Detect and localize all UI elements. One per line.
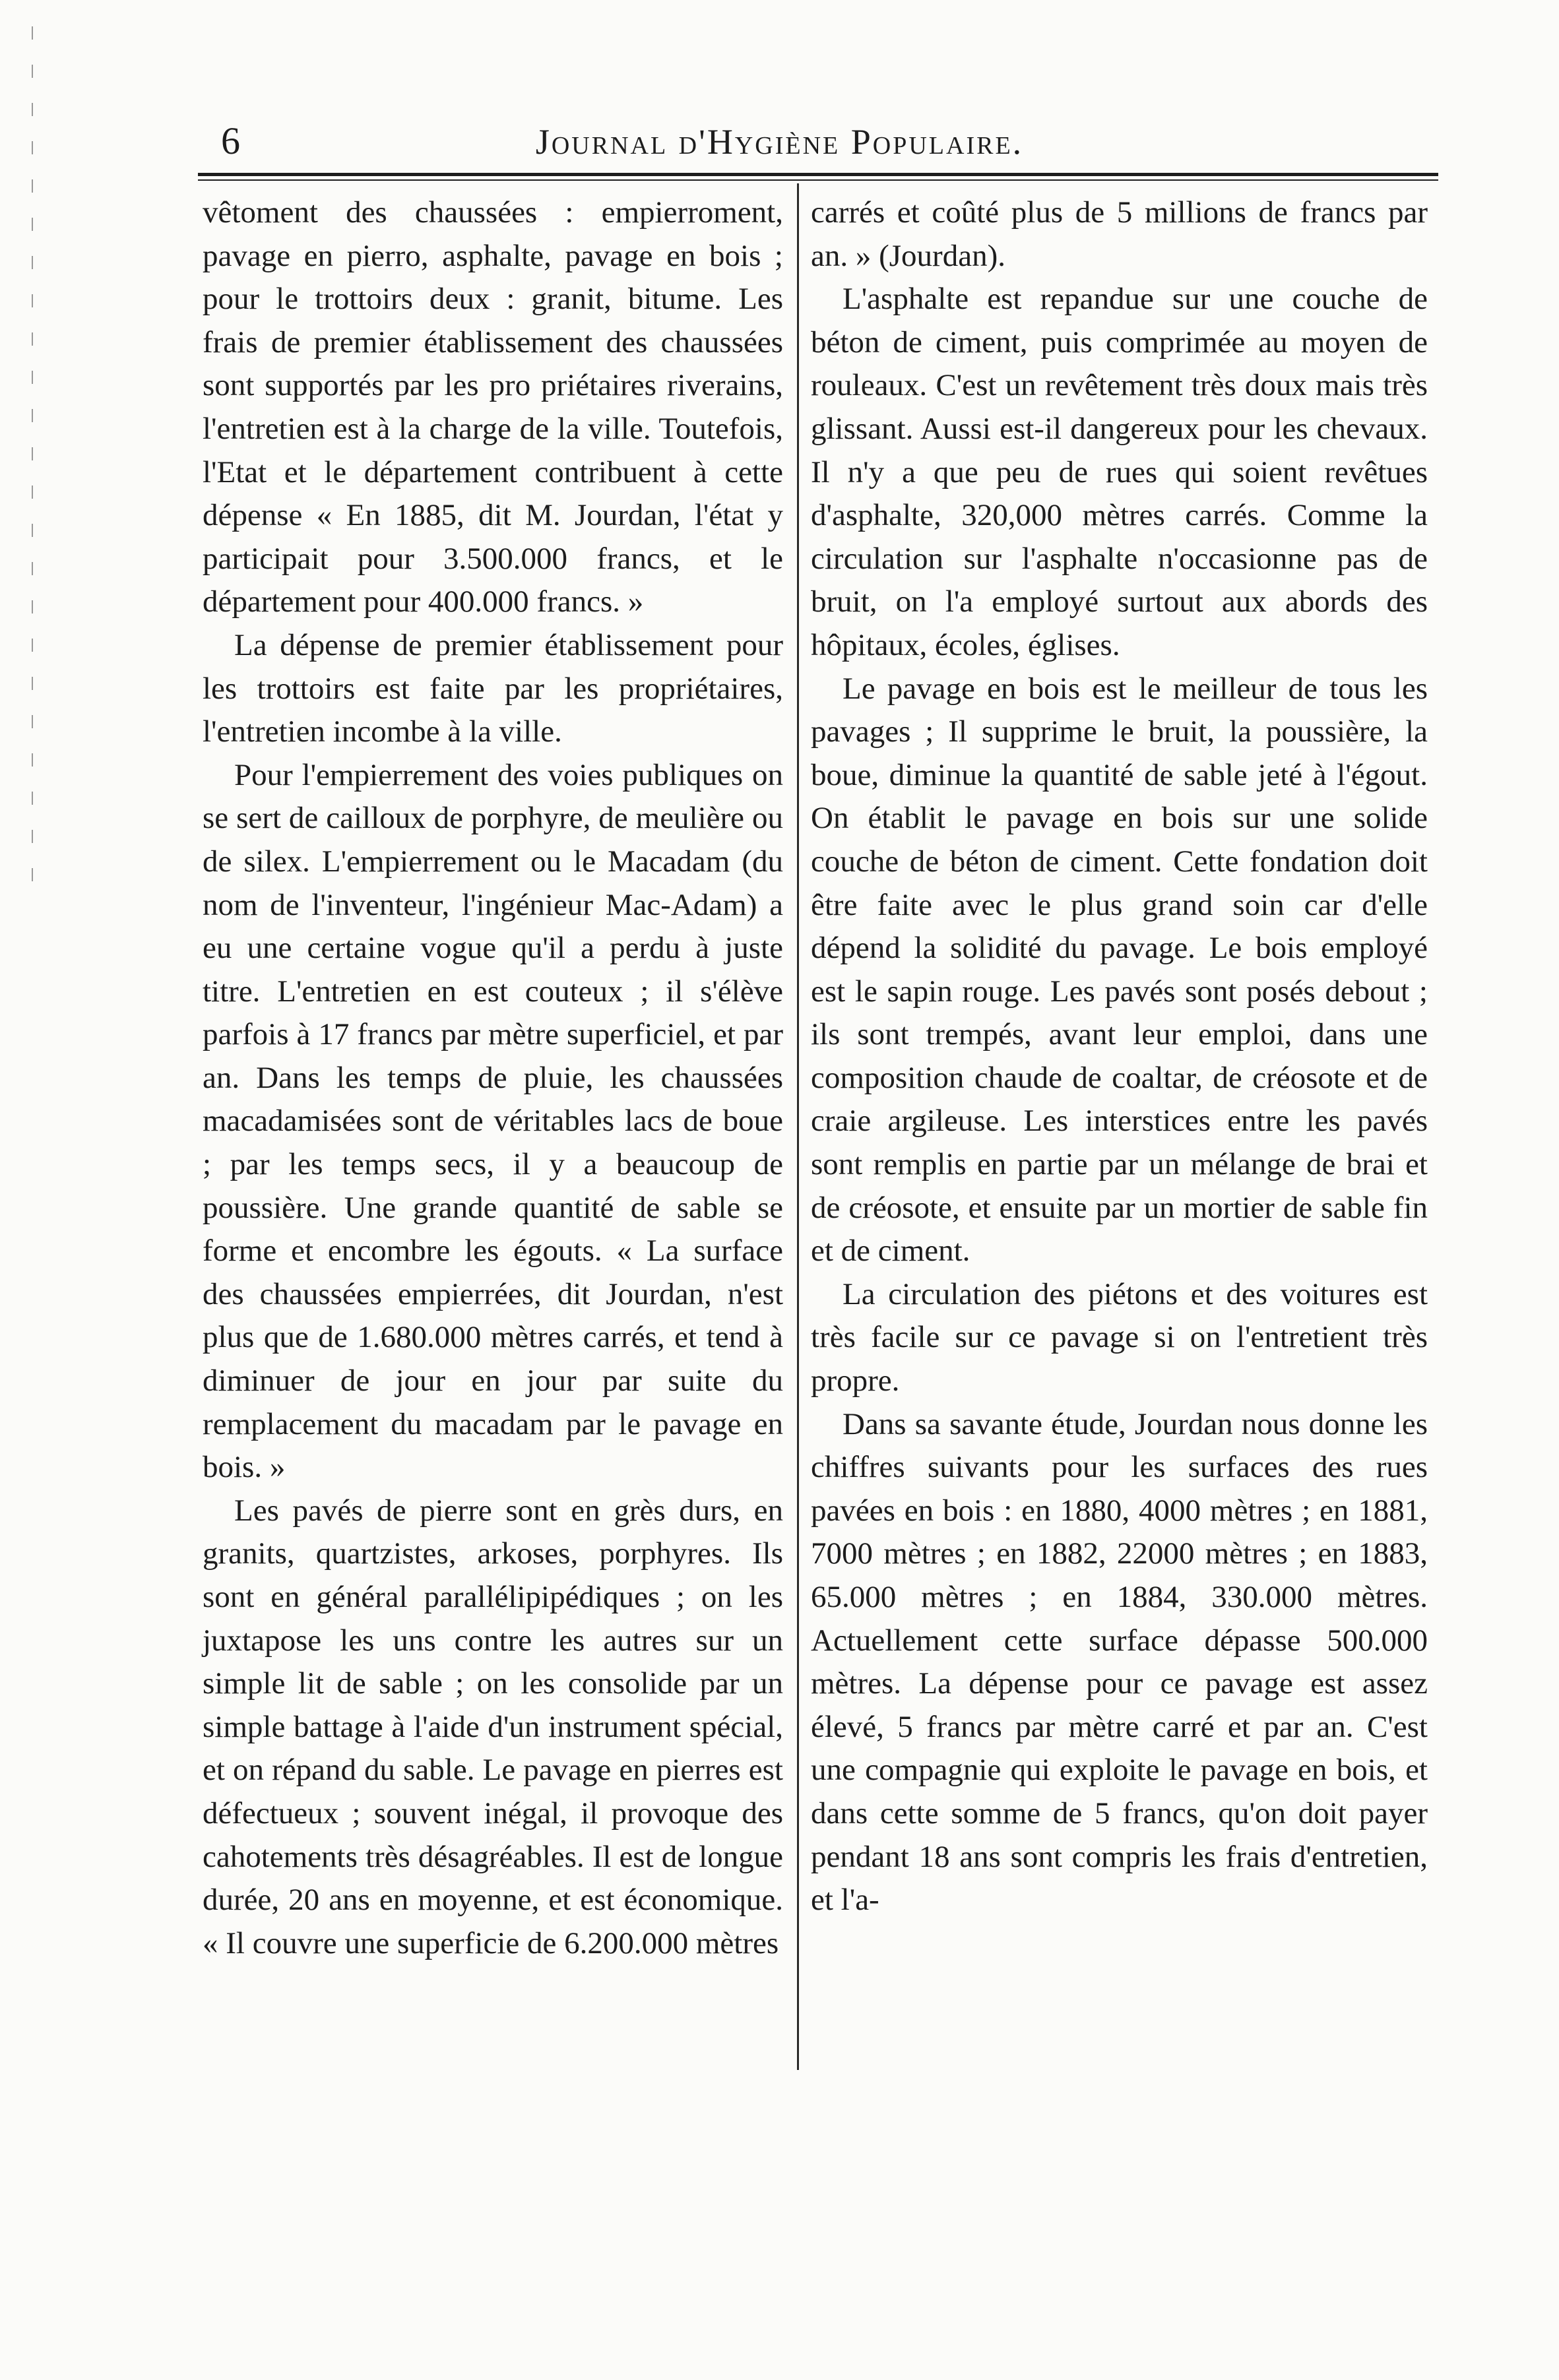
scan-margin bbox=[0, 2289, 1559, 2380]
left-column bbox=[203, 191, 783, 1965]
header-rule bbox=[198, 173, 1438, 181]
running-head: Journal d'Hygiène Populaire. bbox=[535, 122, 1024, 162]
paragraph: L'asphalte est repandue sur une couche de béton de ciment, puis comprimée au moyen de rouleaux. C'est un revêtement très doux mais très glissant. Aussi est-il dangereux pour les chevaux. Il n'y a que peu de rues qui soient revêtues d'asphalte, 320,000 mètres carrés. Comme la circulation sur l'asphalte n'occasionne pas de bruit, on l'a employé surtout aux abords des hôpitaux, écoles, églises. bbox=[811, 282, 1428, 662]
page-number: 6 bbox=[221, 119, 240, 162]
paragraph: carrés et coûté plus de 5 millions de francs par an. » (Jourdan). bbox=[811, 195, 1428, 273]
paragraph: La circulation des piétons et des voitures est très facile sur ce pavage si on l'entretient très propre. bbox=[811, 1276, 1428, 1398]
column-divider bbox=[797, 183, 799, 2070]
paragraph: vêtoment des chaussées : empierroment, pavage en pierro, asphalte, pavage en bois ; pour le trottoirs deux : granit, bitume. Les frais de premier établissement des chaussées sont supportés par les pro priétaires riverains, l'entretien est à la charge de la ville. Toutefois, l'Etat et le département contribuent à cette dépense « En 1885, dit M. Jourdan, l'état y participait pour 3.500.000 francs, et le département pour 400.000 francs. » bbox=[203, 195, 783, 619]
paragraph: Pour l'empierrement des voies publiques on se sert de cailloux de porphyre, de meulière ou de silex. L'empierrement ou le Macadam (du nom de l'inventeur, l'ingénieur Mac-Adam) a eu une certaine vogue qu'il a perdu à juste titre. L'entretien en est couteux ; il s'élève parfois à 17 francs par mètre superficiel, et par an. Dans les temps de pluie, les chaussées macadamisées sont de véritables lacs de boue ; par les temps secs, il y a beaucoup de poussière. Une grande quantité de sable se forme et encombre les égouts. « La surface des chaussées empierrées, dit Jourdan, n'est plus que de 1.680.000 mètres carrés, et tend à diminuer de jour en jour par suite du remplacement du macadam par le pavage en bois. » bbox=[203, 757, 783, 1485]
paragraph: Le pavage en bois est le meilleur de tous les pavages ; Il supprime le bruit, la poussière, la boue, diminue la quantité de sable jeté à l'égout. On établit le pavage en bois sur une solide couche de béton de ciment. Cette fondation doit être faite avec le plus grand soin car d'elle dépend la solidité du pavage. Le bois employé est le sapin rouge. Les pavés sont posés debout ; ils sont trempés, avant leur emploi, dans une composition chaude de coaltar, de créosote et de craie argileuse. Les interstices entre les pavés sont remplis en partie par un mélange de brai et de créosote, et ensuite par un mortier de sable fin et de ciment. bbox=[811, 671, 1428, 1268]
paragraph: Dans sa savante étude, Jourdan nous donne les chiffres suivants pour les surfaces des rues pavées en bois : en 1880, 4000 mètres ; en 1881, 7000 mètres ; en 1882, 22000 mètres ; en 1883, 65.000 mètres ; en 1884, 330.000 mètres. Actuellement cette surface dépasse 500.000 mètres. La dépense pour ce pavage est assez élevé, 5 francs par mètre carré et par an. C'est une compagnie qui exploite le pavage en bois, et dans cette somme de 5 francs, qu'on doit payer pendant 18 ans sont compris les frais d'entretien, et l'a- bbox=[811, 1406, 1428, 1918]
paragraph: La dépense de premier établissement pour les trottoirs est faite par les propriétaires, l'entretien incombe à la ville. bbox=[203, 627, 783, 749]
right-column bbox=[811, 191, 1428, 1922]
paragraph: Les pavés de pierre sont en grès durs, en granits, quartzistes, arkoses, porphyres. Ils sont en général parallélipipédiques ; on les juxtapose les uns contre les autres sur un simple lit de sable ; on les consolide par un simple battage à l'aide d'un instrument spécial, et on répand du sable. Le pavage en pierres est défectueux ; souvent inégal, il provoque des cahotements très désagréables. Il est de longue durée, 20 ans en moyenne, et est économique. « Il couvre une superficie de 6.200.000 mètres bbox=[203, 1493, 783, 1960]
